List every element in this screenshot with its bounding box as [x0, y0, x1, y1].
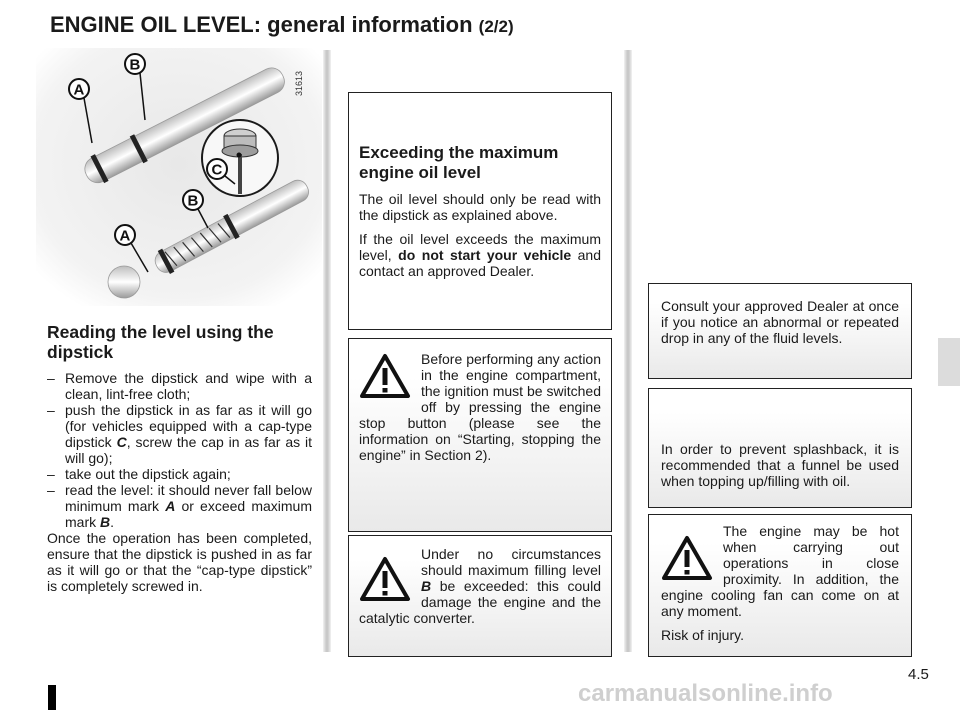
- reading-step: [47, 402, 312, 466]
- warning-triangle-icon: [359, 556, 411, 602]
- exceeding-p2-after: and contact an approved Dealer.: [359, 247, 602, 279]
- section-tab-marker: [938, 338, 960, 386]
- watermark: carmanualsonline.info: [578, 680, 833, 707]
- step-text: push the dipstick in as far as it will go (for vehicles equipped with a cap-type dipstick: [65, 402, 312, 450]
- reading-step: [47, 482, 312, 530]
- warning-fill-box: [348, 535, 612, 657]
- exceeding-p2-before: If the oil level exceeds the maximum level,: [359, 231, 601, 263]
- exceeding-box: [348, 92, 612, 330]
- page-title-main: ENGINE OIL LEVEL: general information: [50, 12, 473, 37]
- reading-body: [47, 370, 312, 594]
- step-text: Remove the dipstick and wipe with a clean, lint-free cloth;: [65, 370, 312, 402]
- step-text: or exceed maximum mark: [65, 498, 313, 530]
- step-mark: C: [116, 434, 127, 450]
- step-mark: A: [165, 498, 176, 514]
- exceeding-p2-bold: do not start your vehicle: [398, 247, 572, 263]
- svg-text:A: A: [73, 81, 85, 99]
- hot-engine-box: [648, 514, 912, 657]
- svg-text:B: B: [187, 192, 199, 210]
- step-text: read the level: it should never fall below minimum mark: [65, 482, 312, 514]
- svg-text:B: B: [129, 56, 141, 74]
- cap-inset: [202, 120, 278, 196]
- footer-bar: [48, 685, 56, 710]
- svg-text:A: A: [119, 227, 131, 245]
- reading-step: [47, 466, 312, 482]
- column-divider-left: [323, 50, 331, 652]
- warning-stop-box: [348, 338, 612, 532]
- step-dash: –: [47, 482, 55, 498]
- warning-fill-before: Under no circumstances should maximum filling level: [421, 546, 601, 578]
- page-title: [50, 12, 514, 38]
- illustration-reference: 31613: [294, 70, 304, 96]
- dipstick-illustration: [36, 48, 322, 306]
- exceeding-paragraph-2: [359, 231, 601, 279]
- column-divider-right: [624, 50, 632, 652]
- step-dash: –: [47, 370, 55, 386]
- step-dash: –: [47, 402, 55, 418]
- exceeding-paragraph-1: The oil level should only be read with the dipstick as explained above.: [359, 191, 601, 223]
- page-title-sub: (2/2): [478, 17, 514, 36]
- warning-fill-mark: B: [421, 578, 432, 594]
- step-text: , screw the cap in as far as it will go);: [65, 434, 312, 466]
- hot-engine-risk: Risk of injury.: [661, 627, 744, 643]
- step-mark: B: [100, 514, 111, 530]
- warning-triangle-icon: [359, 353, 411, 399]
- warning-stop-text: Before performing any action in the engine compartment, the ignition must be switched off by pressing the engine stop button (please see the information on “Starting, stopping the engine” in Section 2).: [359, 351, 601, 463]
- step-text: take out the dipstick again;: [65, 466, 231, 482]
- step-dash: –: [47, 466, 55, 482]
- exceeding-heading: Exceeding the maximum engine oil level: [359, 143, 559, 182]
- reading-steps-list: [47, 370, 312, 530]
- warning-fill-after: be exceeded: this could damage the engine and the catalytic converter.: [359, 578, 601, 626]
- warning-triangle-icon: [661, 535, 713, 581]
- splashback-text: In order to prevent splashback, it is recommended that a funnel be used when topping up/filling with oil.: [661, 441, 899, 489]
- page-number: 4.5: [908, 666, 929, 683]
- consult-box: [648, 283, 912, 379]
- step-text: .: [110, 514, 115, 530]
- reading-closing: Once the operation has been completed, ensure that the dipstick is pushed in as far as it will go or that the “cap-type dipstick” is completely screwed in.: [47, 530, 312, 594]
- reading-step: [47, 370, 312, 402]
- hot-engine-text: The engine may be hot when carrying out operations in close proximity. In addition, the engine cooling fan can come on at any moment.: [661, 523, 899, 619]
- reading-heading: Reading the level using the dipstick: [47, 322, 274, 362]
- splashback-box: [648, 388, 912, 508]
- consult-text: Consult your approved Dealer at once if you notice an abnormal or repeated drop in any of the fluid levels.: [661, 298, 899, 346]
- svg-text:C: C: [211, 161, 223, 179]
